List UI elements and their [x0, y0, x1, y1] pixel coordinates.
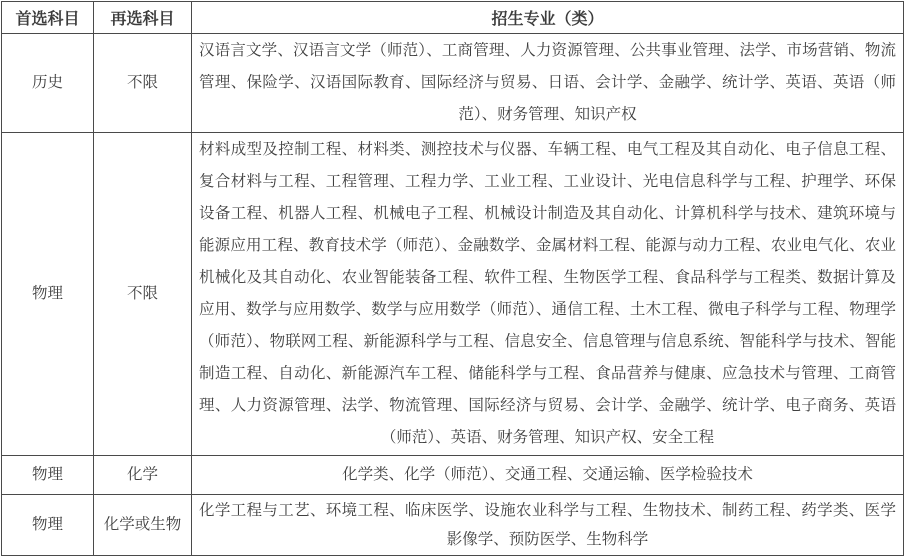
table-row-physics-unlimited — [2, 133, 904, 456]
majors-cell: 化学类、化学（师范）、交通工程、交通运输、医学检验技术 — [192, 456, 904, 495]
table-row-physics-chemistry — [2, 456, 904, 495]
second-subject-cell: 化学或生物 — [94, 495, 192, 556]
header-first-subject: 首选科目 — [2, 2, 94, 34]
admission-subjects-table — [1, 1, 904, 556]
second-subject-cell: 不限 — [94, 34, 192, 133]
majors-cell: 材料成型及控制工程、材料类、测控技术与仪器、车辆工程、电气工程及其自动化、电子信息工程、复合材料与工程、工程管理、工程力学、工业工程、工业设计、光电信息科学与工程、护理学、环保设备工程、机器人工程、机械电子工程、机械设计制造及其自动化、计算机科学与技术、建筑环境与能源应用工程、教育技术学（师范）、金融数学、金属材料工程、能源与动力工程、农业电气化、农业机械化及其自动化、农业智能装备工程、软件工程、生物医学工程、食品科学与工程类、数据计算及应用、数学与应用数学、数学与应用数学（师范）、通信工程、土木工程、微电子科学与工程、物理学（师范）、物联网工程、新能源科学与工程、信息安全、信息管理与信息系统、智能科学与技术、智能制造工程、自动化、新能源汽车工程、储能科学与工程、食品营养与健康、应急技术与管理、工商管理、人力资源管理、法学、物流管理、国际经济与贸易、会计学、金融学、统计学、电子商务、英语（师范）、英语、财务管理、知识产权、安全工程 — [192, 133, 904, 456]
majors-cell: 汉语言文学、汉语言文学（师范）、工商管理、人力资源管理、公共事业管理、法学、市场营销、物流管理、保险学、汉语国际教育、国际经济与贸易、日语、会计学、金融学、统计学、英语、英语（师范）、财务管理、知识产权 — [192, 34, 904, 133]
majors-cell: 化学工程与工艺、环境工程、临床医学、设施农业科学与工程、生物技术、制药工程、药学类、医学影像学、预防医学、生物科学 — [192, 495, 904, 556]
first-subject-cell: 物理 — [2, 133, 94, 456]
first-subject-cell: 物理 — [2, 456, 94, 495]
second-subject-cell: 化学 — [94, 456, 192, 495]
table-header-row — [2, 2, 904, 34]
first-subject-cell: 历史 — [2, 34, 94, 133]
table-row-history-unlimited — [2, 34, 904, 133]
table-row-physics-chemistry-or-biology — [2, 495, 904, 556]
second-subject-cell: 不限 — [94, 133, 192, 456]
first-subject-cell: 物理 — [2, 495, 94, 556]
header-majors: 招生专业（类） — [192, 2, 904, 34]
header-second-subject: 再选科目 — [94, 2, 192, 34]
